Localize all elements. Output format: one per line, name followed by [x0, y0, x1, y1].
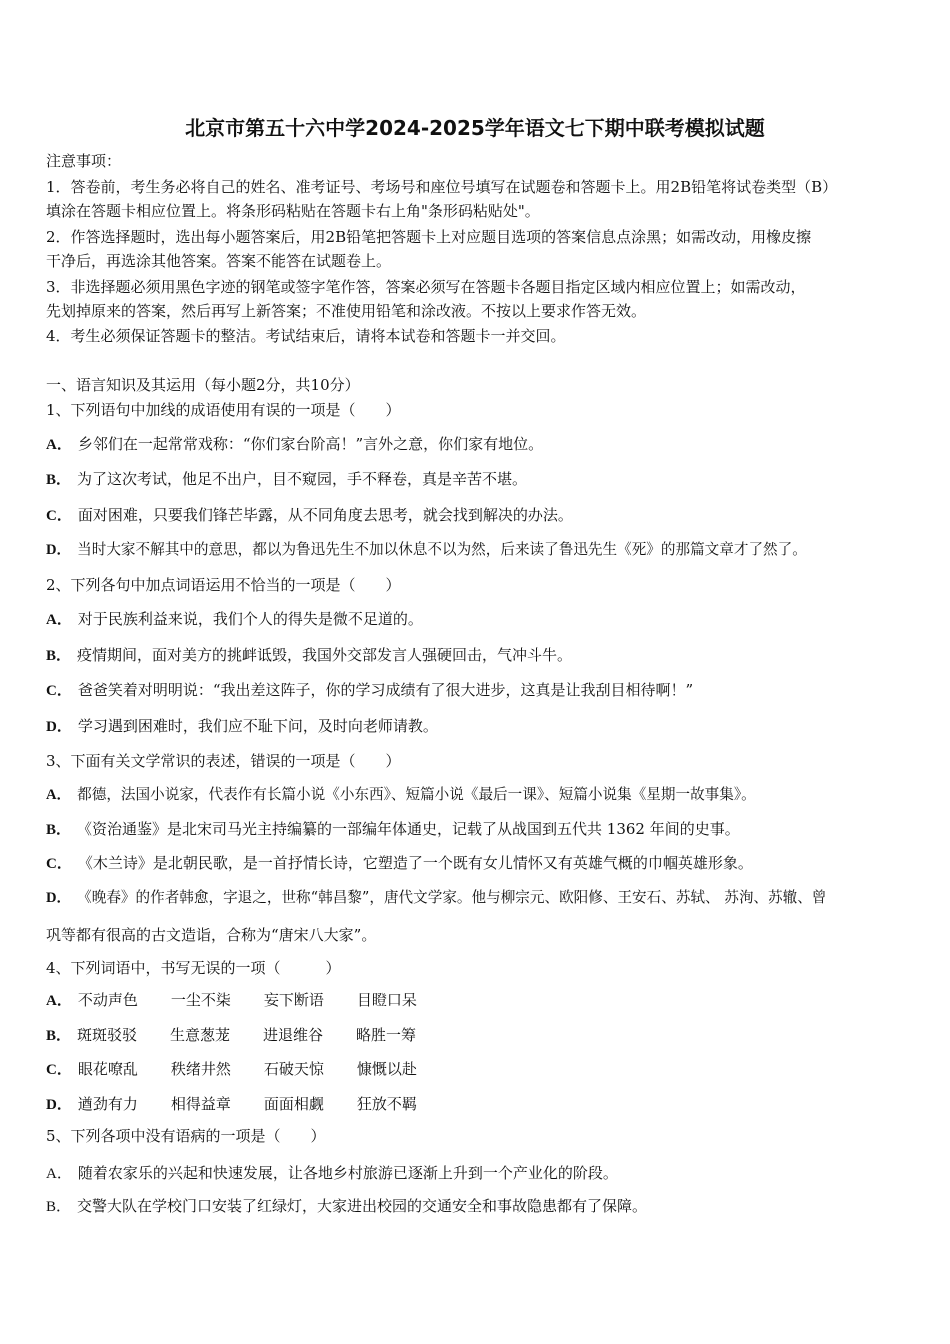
word: 相得益章 [170, 1095, 231, 1113]
notice-line-6: 先划掉原来的答案，然后再写上新答案；不准使用铅笔和涂改液。不按以上要求作答无效。 [46, 302, 647, 320]
word: 目瞪口呆 [356, 991, 417, 1009]
q2-option-a [46, 609, 423, 630]
q5-option-a [46, 1163, 618, 1184]
option-text: 面对困难，只要我们锋芒毕露，从不同角度去思考，就会找到解决的办法。 [77, 506, 573, 524]
q2-option-b [46, 645, 572, 666]
option-text: 乡邻们在一起常常戏称：“你们家台阶高！”言外之意，你们家有地位。 [77, 435, 544, 453]
option-text: 爸爸笑着对明明说：“我出差这阵子，你的学习成绩有了很大进步，这真是让我刮目相待啊！” [77, 681, 694, 699]
word: 略胜一筹 [356, 1026, 417, 1044]
option-label: D． [46, 719, 72, 735]
notice-line-7: 4．考生必须保证答题卡的整洁。考试结束后，请将本试卷和答题卡一并交回。 [46, 327, 566, 345]
q4-stem: 4、下列词语中，书写无误的一项（ ） [46, 959, 341, 977]
option-text: 对于民族利益来说，我们个人的得失是微不足道的。 [77, 610, 423, 628]
option-label: A． [46, 1166, 72, 1182]
option-text: 学习遇到困难时，我们应不耻下问，及时向老师请教。 [77, 717, 438, 735]
option-text: 《资治通鉴》是北宋司马光主持编纂的一部编年体通史，记载了从战国到五代共 1362 年间的史事。 [77, 820, 740, 838]
q3-option-b [46, 819, 740, 840]
option-label: C． [46, 683, 72, 699]
word: 妄下断语 [263, 991, 324, 1009]
option-label: B． [46, 472, 72, 488]
option-label: D． [46, 890, 72, 906]
notice-line-4: 干净后，再选涂其他答案。答案不能答在试题卷上。 [46, 252, 392, 270]
word: 秩绪井然 [170, 1060, 231, 1078]
q4-option-a [46, 990, 450, 1011]
q3-stem: 3、下面有关文学常识的表述，错误的一项是（ ） [46, 752, 401, 770]
option-text: 都德，法国小说家，代表作有长篇小说《小东西》、短篇小说《最后一课》、短篇小说集《星期一故事集》。 [77, 786, 756, 803]
notice-heading: 注意事项： [46, 152, 122, 170]
q1-option-c [46, 505, 573, 526]
option-label: B． [46, 648, 72, 664]
q1-option-d [46, 540, 807, 560]
option-label: B． [46, 822, 72, 838]
q2-stem: 2、下列各句中加点词语运用不恰当的一项是（ ） [46, 576, 401, 594]
option-label: C． [46, 856, 72, 872]
word: 生意葱茏 [170, 1026, 231, 1044]
notice-line-1: 1．答卷前，考生务必将自己的姓名、准考证号、考场号和座位号填写在试题卷和答题卡上。用2B铅笔将试卷类型（B） [46, 178, 838, 196]
word: 狂放不羁 [356, 1095, 417, 1113]
notice-line-3: 2．作答选择题时，选出每小题答案后，用2B铅笔把答题卡上对应题目选项的答案信息点涂黑；如需改动，用橡皮擦 [46, 228, 812, 246]
q3-option-d [46, 888, 826, 908]
option-label: A． [46, 993, 72, 1009]
option-text: 交警大队在学校门口安装了红绿灯，大家进出校园的交通安全和事故隐患都有了保障。 [77, 1197, 648, 1215]
option-label: A． [46, 437, 72, 453]
option-label: A． [46, 787, 72, 803]
option-label: D． [46, 1097, 72, 1113]
q1-option-b [46, 469, 527, 490]
option-label: C． [46, 1062, 72, 1078]
option-label: D． [46, 542, 72, 558]
word: 不动声色 [77, 991, 138, 1009]
q1-option-a [46, 434, 543, 455]
q4-option-d [46, 1094, 450, 1115]
option-label: C． [46, 508, 72, 524]
option-text: 为了这次考试，他足不出户，目不窥园，手不释卷，真是辛苦不堪。 [77, 470, 528, 488]
exam-title: 北京市第五十六中学2024-2025学年语文七下期中联考模拟试题 [185, 116, 765, 140]
option-label: B． [46, 1028, 72, 1044]
word: 进退维谷 [263, 1026, 324, 1044]
word: 遒劲有力 [77, 1095, 138, 1113]
word: 斑斑驳驳 [77, 1026, 138, 1044]
q3-option-c [46, 853, 753, 874]
q3-option-a [46, 785, 756, 805]
option-text: 疫情期间，面对美方的挑衅诋毁，我国外交部发言人强硬回击，气冲斗牛。 [77, 646, 573, 664]
q5-option-b [46, 1196, 647, 1217]
word: 面面相觑 [263, 1095, 324, 1113]
q2-option-d [46, 716, 438, 737]
notice-line-5: 3．非选择题必须用黑色字迹的钢笔或签字笔作答，答案必须写在答题卡各题目指定区域内相应位置上；如需改动， [46, 278, 806, 296]
q1-stem: 1、下列语句中加线的成语使用有误的一项是（ ） [46, 401, 401, 419]
section-heading: 一、语言知识及其运用（每小题2分，共10分） [46, 376, 360, 394]
q4-option-b [46, 1025, 449, 1046]
q2-option-c [46, 680, 693, 701]
q4-option-c [46, 1059, 450, 1080]
q3-option-d-continuation: 巩等都有很高的古文造诣，合称为“唐宋八大家”。 [46, 926, 377, 944]
option-label: B． [46, 1199, 72, 1215]
option-text: 《木兰诗》是北朝民歌，是一首抒情长诗，它塑造了一个既有女儿情怀又有英雄气概的巾帼英雄形象。 [77, 854, 753, 872]
option-label: A． [46, 612, 72, 628]
option-text: 随着农家乐的兴起和快速发展，让各地乡村旅游已逐渐上升到一个产业化的阶段。 [77, 1164, 618, 1182]
notice-line-2: 填涂在答题卡相应位置上。将条形码粘贴在答题卡右上角"条形码粘贴处"。 [46, 202, 540, 220]
word: 眼花嘹乱 [77, 1060, 138, 1078]
word: 石破天惊 [263, 1060, 324, 1078]
option-text: 当时大家不解其中的意思，都以为鲁迅先生不加以休息不以为然，后来读了鲁迅先生《死》的那篇文章才了然了。 [77, 541, 807, 558]
word: 一尘不柒 [170, 991, 231, 1009]
q5-stem: 5、下列各项中没有语病的一项是（ ） [46, 1127, 326, 1145]
word: 慷慨以赴 [356, 1060, 417, 1078]
option-text: 《晚春》的作者韩愈，字退之，世称“韩昌黎”，唐代文学家。他与柳宗元、欧阳修、王安石、苏轼、 苏洵、苏辙、曾 [77, 889, 827, 906]
